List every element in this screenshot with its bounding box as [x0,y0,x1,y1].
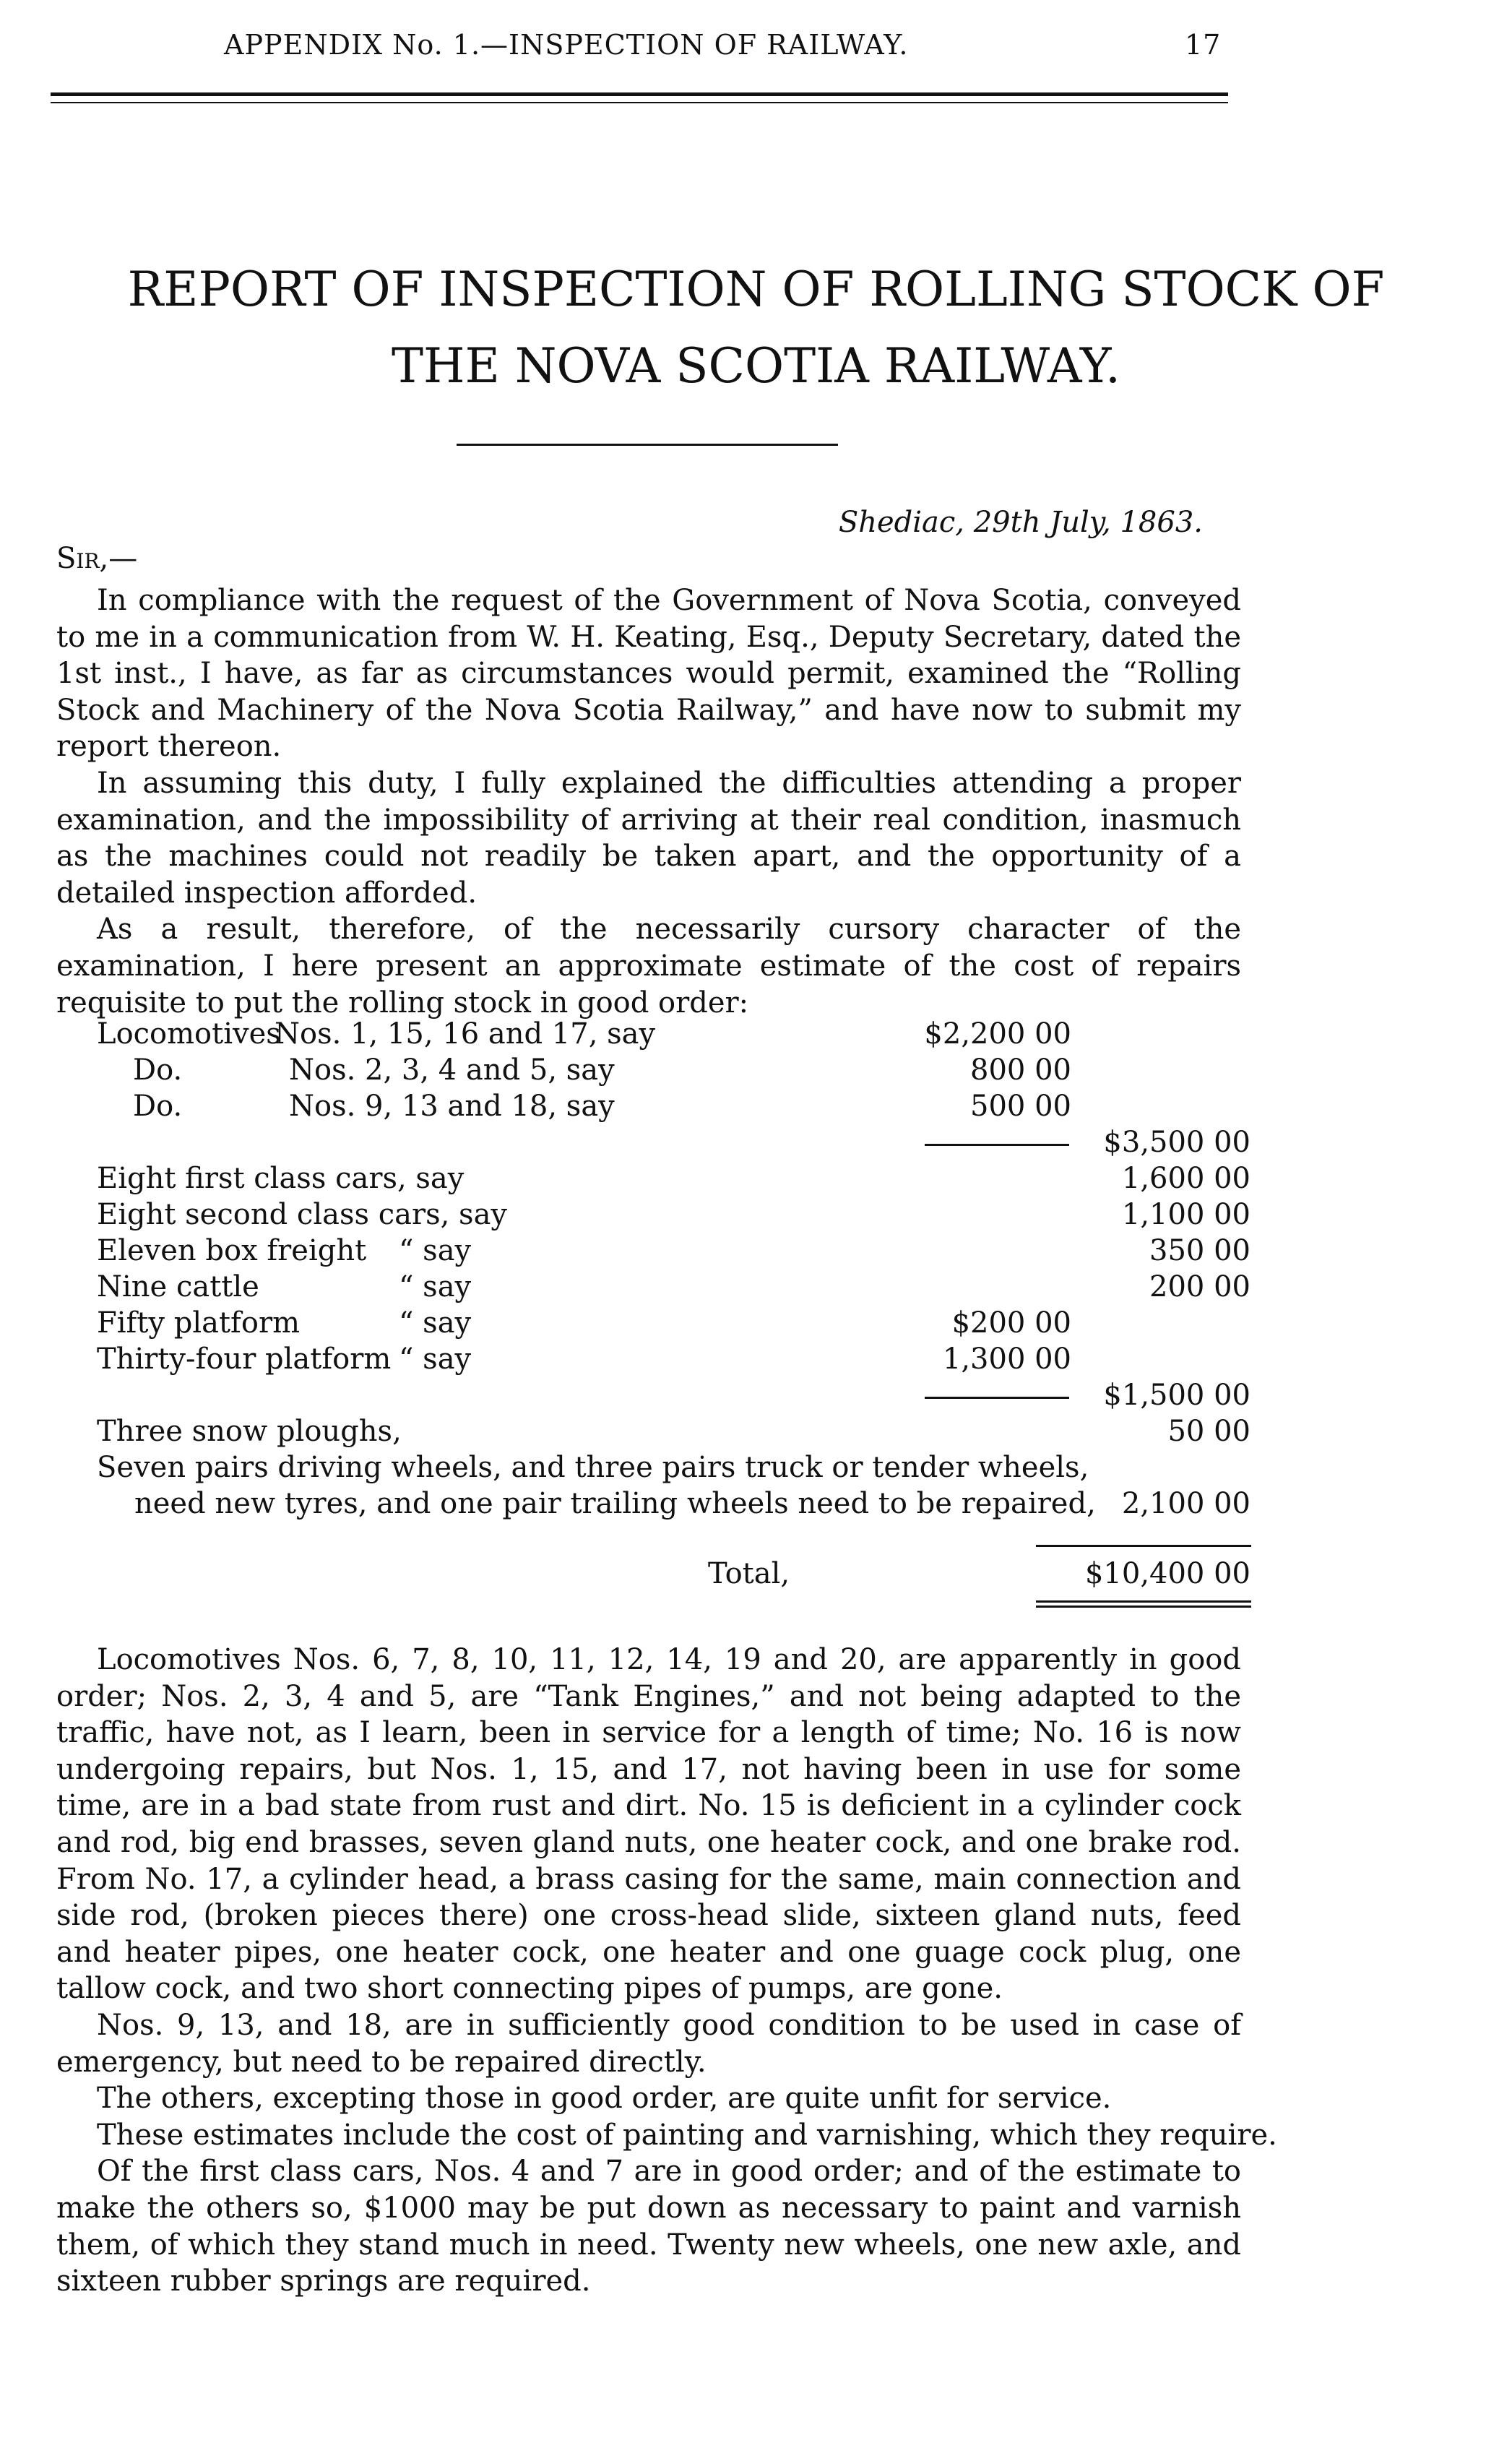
table-row [0,1126,1512,1162]
total-rule-bottom [1036,1600,1251,1603]
row-label: Eight second class cars, say [97,1198,508,1231]
row-label: Eleven box freight [97,1234,367,1267]
table-row [0,1451,1512,1487]
total-value: $10,400 00 [1084,1557,1250,1590]
table-row [0,1162,1512,1198]
row-label: Fifty platform [97,1306,300,1340]
table-row [0,1415,1512,1451]
row-detail: “ say [399,1342,472,1376]
row-subtotal: $1,500 00 [1103,1379,1250,1412]
row-subtotal: $3,500 00 [1103,1126,1250,1159]
total-label: Total, [708,1557,790,1590]
report-title-line2: THE NOVA SCOTIA RAILWAY. [392,338,1120,394]
body-paragraph: Nos. 9, 13, and 18, are in sufficiently good condition to be used in case of emergency, but need to be repaired directly. [56,2008,1241,2079]
table-row [0,1270,1512,1306]
body-paragraph: Locomotives Nos. 6, 7, 8, 10, 11, 12, 14, 19 and 20, are apparently in good order; Nos. 2, 3, 4 and 5, are “Tank Engines,” and not being adapted to the traffic, have not, as I learn, been in service for a length of time; No. 16 is now undergoing repairs, but Nos. 1, 15, and 17, not having been in use for some time, are in a bad state from rust and dirt. No. 15 is deficient in a cylinder cock and rod, big end brasses, seven gland nuts, one heater cock, and one brake rod. From No. 17, a cylinder head, a brass casing for the same, main connection and side rod, (broken pieces there) one cross-head slide, sixteen gland nuts, feed and heater pipes, one heater cock, one heater and one guage cock plug, one tallow cock, and two short connecting pipes of pumps, are gone. [56,1643,1241,2006]
row-label: Locomotives [97,1017,281,1051]
row-label: Seven pairs driving wheels, and three pairs truck or tender wheels, [97,1451,1089,1484]
row-detail: Nos. 1, 15, 16 and 17, say [275,1017,656,1051]
row-detail: Nos. 2, 3, 4 and 5, say [289,1053,615,1087]
total-rule-top [1036,1545,1251,1547]
table-row [0,1090,1512,1126]
body-paragraph: The others, excepting those in good order, are quite unfit for service. [97,2082,1112,2116]
table-row [0,1487,1512,1523]
table-row [0,1198,1512,1234]
intro-paragraph: As a result, therefore, of the necessarily cursory character of the examination, I here present an approximate estimate of the cost of repairs requisite to put the rolling stock in good order: [56,913,1241,1020]
row-total: 200 00 [1149,1270,1250,1303]
intro-text [56,582,1241,1021]
row-total: 1,100 00 [1121,1198,1250,1231]
row-total: 50 00 [1167,1415,1250,1448]
row-label: Nine cattle [97,1270,259,1303]
intro-paragraph: In assuming this duty, I fully explained the difficulties attending a proper examination, and the impossibility of arriving at their real condition, inasmuch as the machines could not readily be taken apart, and the opportunity of a detailed inspection afforded. [56,766,1241,910]
dateline: Shediac, 29th July, 1863. [838,506,1203,539]
body-paragraph: These estimates include the cost of painting and varnishing, which they require. [97,2118,1277,2152]
row-detail: “ say [399,1234,472,1267]
row-label: Thirty-four platform [97,1342,392,1376]
row-amount: $200 00 [951,1306,1071,1340]
intro-paragraph: In compliance with the request of the Government of Nova Scotia, conveyed to me in a communication from W. H. Keating, Esq., Deputy Secretary, dated the 1st inst., I have, as far as circumstances would permit, examined the “Rolling Stock and Machinery of the Nova Scotia Railway,” and have now to submit my report thereon. [56,584,1241,764]
row-detail: “ say [399,1306,472,1340]
row-amount: 1,300 00 [942,1342,1071,1376]
table-row [0,1053,1512,1090]
running-title: APPENDIX No. 1.—INSPECTION OF RAILWAY. [224,29,909,61]
row-label: Do. [133,1053,183,1087]
report-title-line1: REPORT OF INSPECTION OF ROLLING STOCK OF [127,262,1385,317]
row-label: Eight first class cars, say [97,1162,465,1195]
total-row [0,1557,1512,1593]
salutation: Sir,— [56,542,138,575]
body-text [56,1642,1277,2300]
row-detail: “ say [399,1270,472,1303]
row-detail: Nos. 9, 13 and 18, say [289,1090,615,1123]
row-amount: 500 00 [970,1090,1071,1123]
table-row [0,1017,1512,1053]
body-paragraph: Of the first class cars, Nos. 4 and 7 are in good order; and of the estimate to make the others so, $1000 may be put down as necessary to paint and varnish them, of which they stand much in need. Twenty new wheels, one new axle, and sixteen rubber springs are required. [56,2155,1241,2298]
row-total: 350 00 [1149,1234,1250,1267]
row-amount: $2,200 00 [924,1017,1071,1051]
table-row [0,1379,1512,1415]
table-row [0,1306,1512,1342]
table-row [0,1342,1512,1379]
row-label: need new tyres, and one pair trailing wheels need to be repaired, [134,1487,1096,1520]
row-amount: 800 00 [970,1053,1071,1087]
row-total: 2,100 00 [1121,1487,1250,1520]
table-row [0,1234,1512,1270]
header-rule-thin [51,102,1228,103]
title-divider [457,444,838,446]
row-label: Three snow ploughs, [97,1415,402,1448]
row-total: 1,600 00 [1121,1162,1250,1195]
header-rule-thick [51,92,1228,96]
page-number: 17 [1185,29,1222,61]
row-label: Do. [133,1090,183,1123]
total-rule-bottom [1036,1606,1251,1608]
